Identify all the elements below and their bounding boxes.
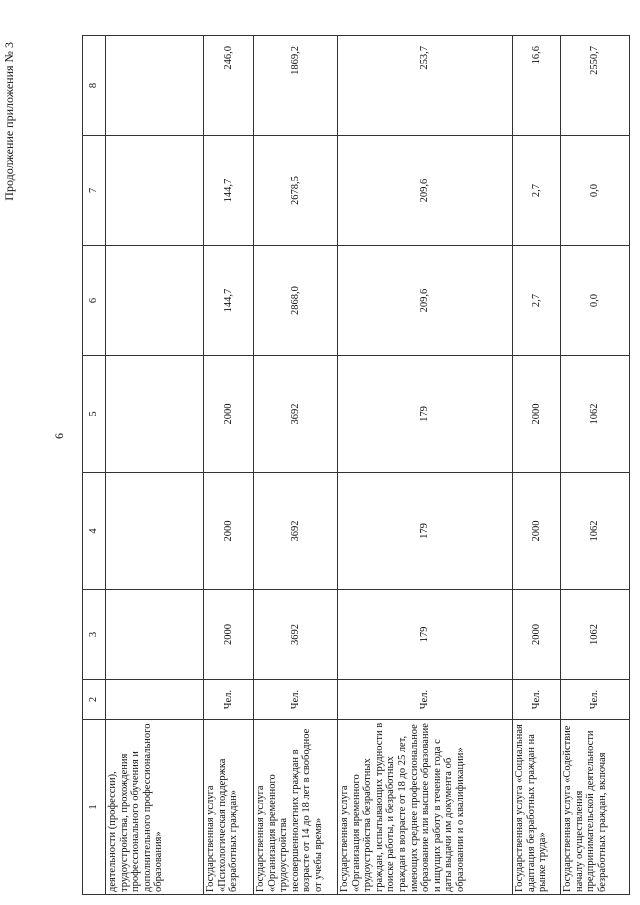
- row-value: [106, 246, 204, 356]
- row-value: 2550,7: [561, 36, 630, 136]
- appendix-title: Продолжение приложения № 3: [2, 42, 16, 201]
- row-description: Государственная услуга «Психологическая поддержка безработных граждан»: [204, 720, 254, 895]
- row-value: 2000: [204, 590, 254, 680]
- row-value: 2000: [513, 590, 561, 680]
- row-value: 2000: [204, 356, 254, 473]
- row-value: 2868,0: [254, 246, 338, 356]
- row-value: 1062: [561, 590, 630, 680]
- row-unit: [106, 680, 204, 720]
- column-number: 6: [83, 246, 106, 356]
- row-value: 1062: [561, 356, 630, 473]
- column-number-row: [83, 36, 106, 895]
- row-value: 3692: [254, 356, 338, 473]
- row-description: Государственная услуга «Организация временного трудоустройства несовершеннолетних граждан в возрасте от 14 до 18 лет в свободное от учебы время»: [254, 720, 338, 895]
- row-unit: Чел.: [204, 680, 254, 720]
- row-value: 253,7: [338, 36, 513, 136]
- row-unit: Чел.: [254, 680, 338, 720]
- row-unit: Чел.: [338, 680, 513, 720]
- row-value: 209,6: [338, 246, 513, 356]
- row-value: 246,0: [204, 36, 254, 136]
- row-value: 209,6: [338, 136, 513, 246]
- row-description: Государственная услуга «Организация временного трудоустройства безработных граждан, испытывающих трудности в поиске работы, и безработных граждан в возрасте от 18 до 25 лет, имеющих среднее профессиональное образование или высшее образование и ищущих работу в течение года с даты выдачи им документа об образовании и о квалификации»: [338, 720, 513, 895]
- row-value: 144,7: [204, 136, 254, 246]
- column-number: 4: [83, 473, 106, 590]
- data-table: [82, 35, 630, 895]
- row-value: 0,0: [561, 246, 630, 356]
- row-value: 2000: [513, 356, 561, 473]
- row-unit: Чел.: [513, 680, 561, 720]
- row-value: [106, 473, 204, 590]
- column-number: 3: [83, 590, 106, 680]
- row-value: 3692: [254, 590, 338, 680]
- row-value: 179: [338, 473, 513, 590]
- row-description: Государственная услуга «Социальная адаптация безработных граждан на рынке труда»: [513, 720, 561, 895]
- row-value: 2000: [204, 473, 254, 590]
- row-value: [106, 36, 204, 136]
- table-row: [513, 36, 561, 895]
- row-value: [106, 356, 204, 473]
- table-row: [204, 36, 254, 895]
- column-number: 2: [83, 680, 106, 720]
- row-value: 16,6: [513, 36, 561, 136]
- table-row: [338, 36, 513, 895]
- table-row: [254, 36, 338, 895]
- row-value: 2,7: [513, 136, 561, 246]
- row-value: 2000: [513, 473, 561, 590]
- row-value: 179: [338, 590, 513, 680]
- column-number: 7: [83, 136, 106, 246]
- row-description: деятельности (профессии), трудоустройства, прохождения профессионального обучения и дополнительного профессионального образования»: [106, 720, 204, 895]
- row-value: 144,7: [204, 246, 254, 356]
- row-value: 2678,5: [254, 136, 338, 246]
- row-value: [106, 136, 204, 246]
- column-number: 8: [83, 36, 106, 136]
- row-value: 3692: [254, 473, 338, 590]
- row-value: 1062: [561, 473, 630, 590]
- table-row: [561, 36, 630, 895]
- row-value: [106, 590, 204, 680]
- row-value: 1869,2: [254, 36, 338, 136]
- row-value: 0,0: [561, 136, 630, 246]
- column-number: 1: [83, 720, 106, 895]
- row-unit: Чел.: [561, 680, 630, 720]
- row-description: Государственная услуга «Содействие началу осуществления предпринимательской деятельности безработных граждан, включая: [561, 720, 630, 895]
- table-row: [106, 36, 204, 895]
- page-number: 6: [52, 433, 66, 439]
- row-value: 2,7: [513, 246, 561, 356]
- column-number: 5: [83, 356, 106, 473]
- row-value: 179: [338, 356, 513, 473]
